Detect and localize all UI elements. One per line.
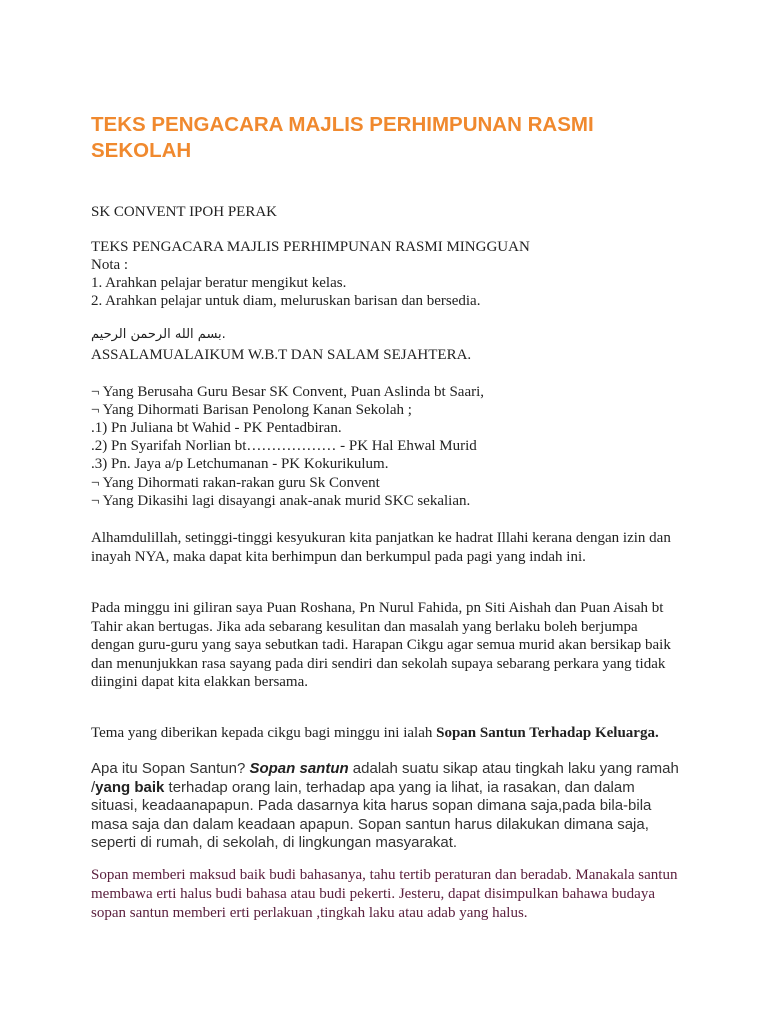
nota-label: Nota :: [91, 257, 129, 273]
subtitle: TEKS PENGACARA MAJLIS PERHIMPUNAN RASMI MINGGUAN: [91, 239, 530, 255]
definition-term: Sopan santun: [249, 760, 349, 777]
document-title: TEKS PENGACARA MAJLIS PERHIMPUNAN RASMI SEKOLAH: [91, 113, 594, 162]
addressee-line: ¬ Yang Dihormati Barisan Penolong Kanan Sekolah ;: [91, 402, 412, 418]
definition-paragraph: [91, 760, 681, 853]
sopan-paragraph: Sopan memberi maksud baik budi bahasanya, tahu tertib peraturan dan beradab. Manakala santun membawa erti halus budi bahasa atau budi pekerti. Jesteru, dapat disimpulkan bahawa budaya sopan santun memberi erti perlakuan ,tingkah laku atau adab yang halus.: [91, 867, 678, 921]
greeting: ASSALAMUALAIKUM W.B.T DAN SALAM SEJAHTERA.: [91, 347, 472, 363]
duty-paragraph: Pada minggu ini giliran saya Puan Roshana, Pn Nurul Fahida, pn Siti Aishah dan Puan Aisah bt Tahir akan bertugas. Jika ada sebarang kesulitan dan masalah yang berlaku boleh berjumpa dengan guru-guru yang saya sebutkan tadi. Harapan Cikgu agar semua murid akan bersikap baik dan menunjukkan rasa sayang pada diri sendiri dan sekolah supaya sebarang perkara yang tidak diingini dapat kita elakkan bersama.: [91, 600, 671, 691]
addressee-line: .2) Pn Syarifah Norlian bt……………… - PK Hal Ehwal Murid: [91, 438, 477, 454]
school-name: SK CONVENT IPOH PERAK: [91, 204, 277, 220]
addressee-line: .3) Pn. Jaya a/p Letchumanan - PK Kokurikulum.: [91, 456, 389, 472]
theme-title: Sopan Santun Terhadap Keluarga.: [436, 725, 659, 741]
alhamdulillah-paragraph: Alhamdulillah, setinggi-tinggi kesyukuran kita panjatkan ke hadrat Illahi kerana dengan izin dan inayah NYA, maka dapat kita berhimpun dan berkumpul pada pagi yang indah ini.: [91, 530, 671, 565]
theme-line: [91, 724, 681, 743]
definition-question: Apa itu Sopan Santun?: [91, 760, 250, 777]
addressee-line: ¬ Yang Dihormati rakan-rakan guru Sk Convent: [91, 475, 380, 491]
basmalah: بسم الله الرحمن الرحيم.: [91, 327, 226, 342]
definition-text: adalah suatu sikap atau tingkah laku yang ramah /: [91, 760, 679, 796]
definition-text: terhadap orang lain, terhadap apa yang ia lihat, ia rasakan, dan dalam situasi, keadaanapapun. Pada dasarnya kita harus sopan dimana saja,pada bila-bila masa saja dan dalam keadaan apapun. Sopan santun harus dilakukan dimana saja, seperti di rumah, di sekolah, di lingkungan masyarakat.: [91, 778, 652, 852]
definition-bold: yang baik: [95, 778, 165, 796]
nota-item: 2. Arahkan pelajar untuk diam, meluruskan barisan dan bersedia.: [91, 293, 481, 309]
addressee-line: ¬ Yang Dikasihi lagi disayangi anak-anak murid SKC sekalian.: [91, 493, 471, 509]
addressee-line: .1) Pn Juliana bt Wahid - PK Pentadbiran.: [91, 420, 342, 436]
nota-item: 1. Arahkan pelajar beratur mengikut kelas.: [91, 275, 347, 291]
theme-intro: Tema yang diberikan kepada cikgu bagi minggu ini ialah: [91, 725, 437, 741]
addressee-line: ¬ Yang Berusaha Guru Besar SK Convent, Puan Aslinda bt Saari,: [91, 384, 485, 400]
